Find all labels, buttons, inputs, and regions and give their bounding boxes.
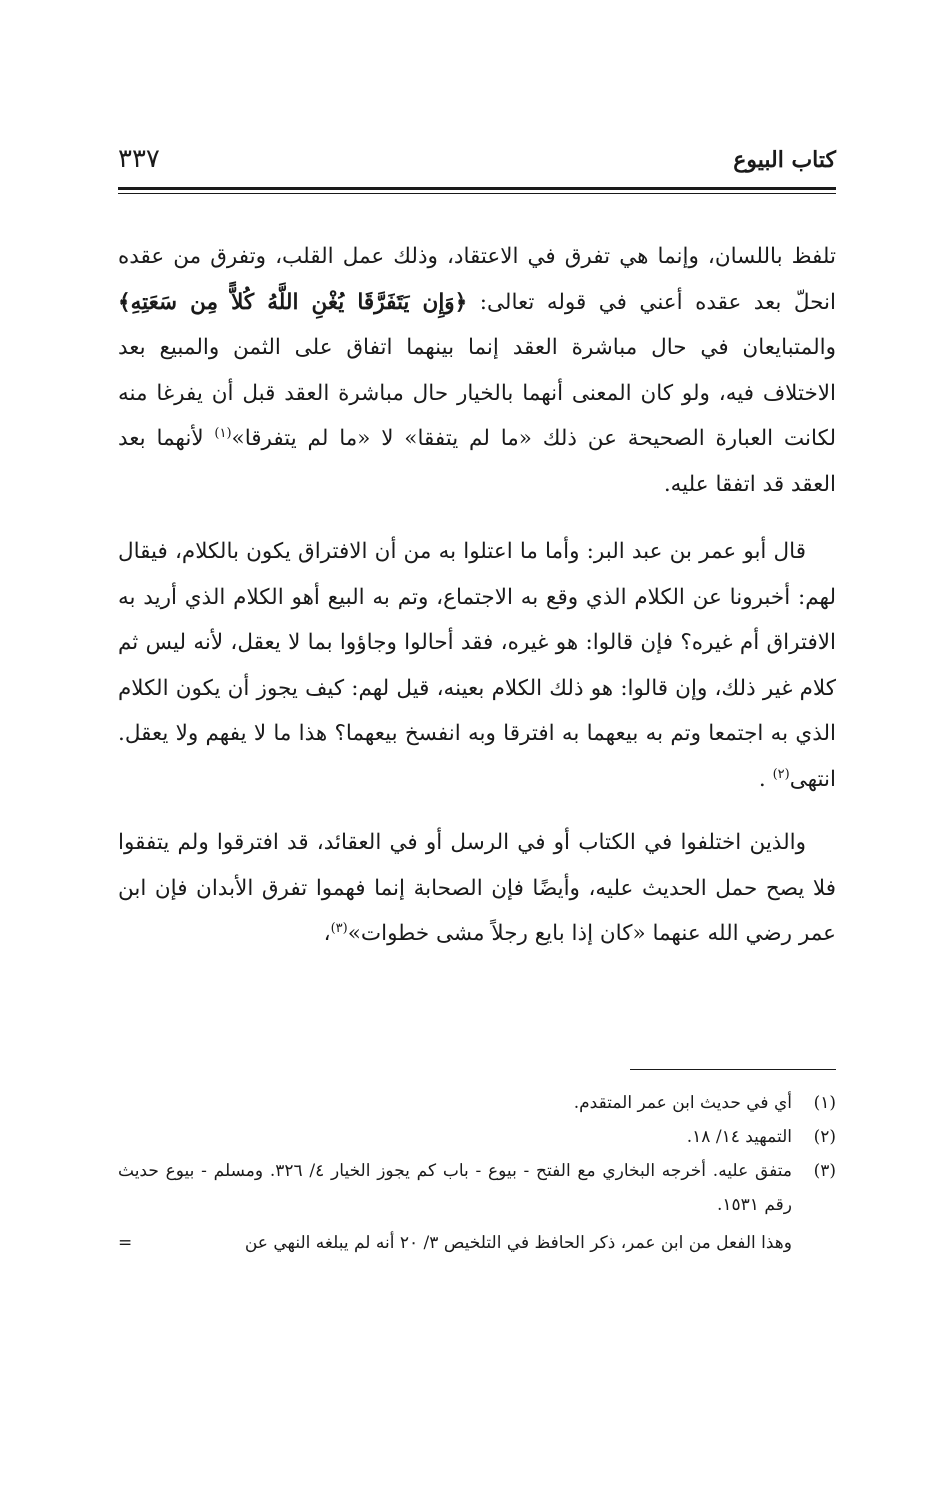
footnote-1-number: (١) — [813, 1093, 836, 1113]
page-number: ٣٣٧ — [118, 144, 160, 174]
paragraph-1-text-a: تلفظ باللسان، وإنما هي تفرق في الاعتقاد، وذلك عمل القلب، وتفرق من عقده انحلّ بعد عقده أعني في قوله تعالى: — [118, 244, 836, 315]
footnote-3-number: (٣) — [813, 1161, 836, 1181]
continuation-mark: = — [118, 1233, 133, 1253]
footnote-ref-1: (١) — [214, 425, 232, 441]
footnote-ref-2: (٢) — [772, 766, 790, 782]
footnote-3 — [118, 1154, 836, 1222]
paragraph-1 — [118, 234, 836, 507]
page-header — [118, 142, 836, 182]
footnote-1-text: أي في حديث ابن عمر المتقدم. — [573, 1093, 792, 1113]
paragraph-1-text-c: لأنهما بعد العقد قد اتفقا عليه. — [118, 426, 836, 497]
footnote-2-text: التمهيد ١٤/ ١٨. — [686, 1127, 792, 1147]
quran-verse: ﴿وَإِن يَتَفَرَّقَا يُغْنِ اللَّهُ كُلاًّ مِن سَعَتِهِ﴾ — [118, 289, 468, 315]
footnote-continuation-text: وهذا الفعل من ابن عمر، ذكر الحافظ في التلخيص ٣/ ٢٠ أنه لم يبلغه النهي عن — [244, 1233, 792, 1253]
running-title: كتاب البيوع — [733, 147, 836, 173]
paragraph-2-text-b: . — [758, 766, 773, 792]
footnote-continuation — [118, 1226, 836, 1260]
footnote-2 — [118, 1120, 836, 1154]
paragraph-2-text-a: قال أبو عمر بن عبد البر: وأما ما اعتلوا به من أن الافتراق يكون بالكلام، فيقال لهم: أخبرونا عن الكلام الذي وقع به الاجتماع، وتم به البيع أهو الكلام الذي أريد به الافتراق أم غيره؟ فإن قالوا: هو غيره، فقد أحالوا وجاؤوا بما لا يعقل، لأنه ليس ثم كلام غير ذلك، وإن قالوا: هو ذلك الكلام بعينه، قيل لهم: كيف يجوز أن يكون الكلام الذي به اجتمعا وتم به بيعهما به افترقا وبه انفسخ بيعهما؟ هذا ما لا يفهم ولا يعقل. انتهى — [118, 539, 836, 792]
paragraph-3-text-b: ، — [323, 921, 331, 946]
header-rule-thick — [118, 187, 836, 190]
paragraph-3-text-a: والذين اختلفوا في الكتاب أو في الرسل أو في العقائد، قد افترقوا ولم يتفقوا فلا يصح حمل الحديث عليه، وأيضًا فإن الصحابة إنما فهموا تفرق الأبدان فإن ابن عمر رضي الله عنهما «كان إذا بايع رجلاً مشى خطوات» — [118, 830, 836, 946]
header-rule-thin — [118, 193, 836, 194]
footnote-separator — [630, 1069, 836, 1070]
main-text — [118, 234, 836, 957]
paragraph-2 — [118, 529, 836, 802]
footnote-1 — [118, 1086, 836, 1120]
paragraph-1-text-b: والمتبايعان في حال مباشرة العقد إنما بينهما اتفاق على الثمن والمبيع بعد الاختلاف فيه، ولو كان المعنى أنهما بالخيار حال مباشرة العقد قبل أن يفرغا منه لكانت العبارة الصحيحة عن ذلك «ما لم يتفقا» لا «ما لم يتفرقا» — [118, 335, 836, 451]
paragraph-3 — [118, 820, 836, 957]
footnote-3-text: متفق عليه. أخرجه البخاري مع الفتح - بيوع - باب كم يجوز الخيار ٤/ ٣٢٦. ومسلم - بيوع حديث رقم ١٥٣١. — [118, 1161, 792, 1215]
footnote-2-number: (٢) — [813, 1127, 836, 1147]
footnotes — [118, 1086, 836, 1260]
footnote-ref-3: (٣) — [330, 920, 348, 936]
